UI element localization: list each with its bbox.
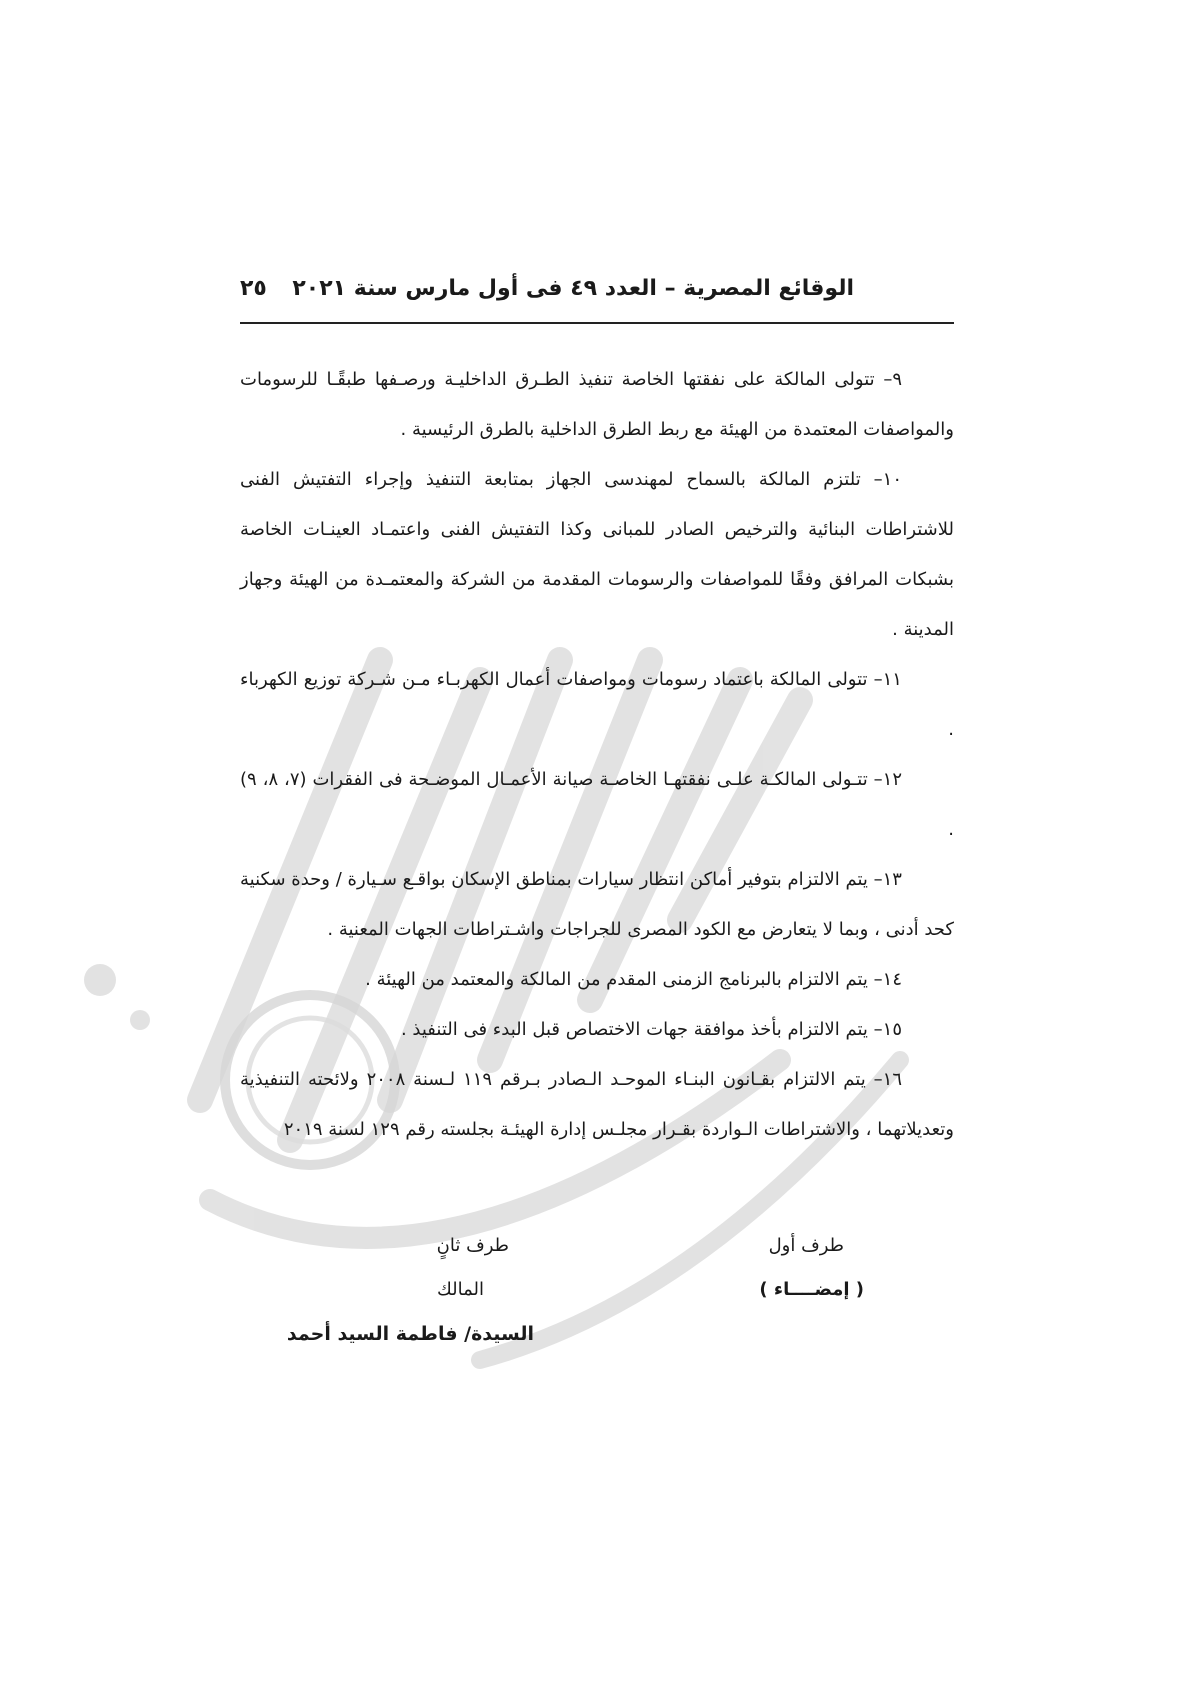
clause-11 (240, 655, 954, 755)
clause-10 (240, 455, 954, 655)
clause-13 (240, 855, 954, 955)
clause-first-line: ١٥– يتم الالتزام بأخذ موافقة جهات الاختصاص قبل البدء فى التنفيذ . (400, 1019, 902, 1040)
clause-16 (240, 1055, 954, 1155)
clause-first-line: ١١– تتولى المالكة باعتماد رسومات ومواصفات أعمال الكهربـاء مـن شـركة (347, 669, 902, 690)
clause-first-line: ١٦– يتم الالتزام بقـانون البنـاء الموحـد الـصادر بـرقم ١١٩ لـسنة ٢٠٠٨ (366, 1069, 902, 1090)
clause-14 (240, 955, 954, 1005)
clause-first-line: ١٢– تتـولى المالكـة علـى نفقتهـا الخاصـة صيانة الأعمـال الموضـحة (408, 769, 903, 790)
first-party-label: طرف أول (768, 1235, 844, 1256)
clause-continuation: للاشتراطات البنائية والترخيص الصادر للمبانى وكذا التفتيش الفنى واعتمـاد العينـات الخاصة بشبكات المرافق وفقًا للمواصفات والرسومات المقدمة من الشركة والمعتمـدة من الهيئة وجهاز المدينة . (240, 519, 954, 640)
document-body (240, 355, 954, 1155)
second-party-name: السيدة/ فاطمة السيد أحمد (286, 1323, 534, 1345)
page-header (240, 270, 954, 318)
clause-first-line: ١٤– يتم الالتزام بالبرنامج الزمنى المقدم من المالكة والمعتمد من الهيئة . (365, 969, 902, 990)
second-party-label: طرف ثانٍ (436, 1235, 509, 1256)
clause-first-line: ١٠– تلتزم المالكة بالسماح لمهندسى الجهاز بمتابعة التنفيذ وإجراء التفتيش الفنى (240, 469, 902, 490)
clause-9 (240, 355, 954, 455)
signature-block (240, 1235, 954, 1355)
page-number: ٢٥ (240, 276, 267, 301)
header-divider (240, 322, 954, 324)
clause-continuation: وحدة سكنية كحد أدنى ، وبما لا يتعارض مع الكود المصرى للجراجات واشـتراطات الجهات المعنية . (240, 869, 954, 940)
clause-continuation: فى الفقرات (٧، ٨، ٩) . (240, 769, 954, 840)
clause-continuation: توزيع الكهرباء . (240, 669, 954, 740)
first-party-signature: ( إمضــــاء ) (759, 1279, 864, 1300)
clause-first-line: ٩– تتولى المالكة على نفقتها الخاصة تنفيذ الطـرق الداخليـة ورصـفها طبقًـا (326, 369, 902, 390)
clause-15 (240, 1005, 954, 1055)
clause-12 (240, 755, 954, 855)
clause-continuation: للرسومات والمواصفات المعتمدة من الهيئة مع ربط الطرق الداخلية بالطرق الرئيسية . (240, 369, 954, 440)
clause-continuation: ولائحته التنفيذية وتعديلاتهما ، والاشتراطات الـواردة بقـرار مجلـس إدارة الهيئـة بجلسته رقم ١٢٩ لسنة ٢٠١٩ (240, 1069, 954, 1140)
clause-first-line: ١٣– يتم الالتزام بتوفير أماكن انتظار سيارات بمناطق الإسكان بواقـع سـيارة / (335, 869, 902, 890)
second-party-role: المالك (436, 1279, 484, 1300)
journal-title: الوقائع المصرية – العدد ٤٩ فى أول مارس سنة ٢٠٢١ (292, 276, 854, 301)
